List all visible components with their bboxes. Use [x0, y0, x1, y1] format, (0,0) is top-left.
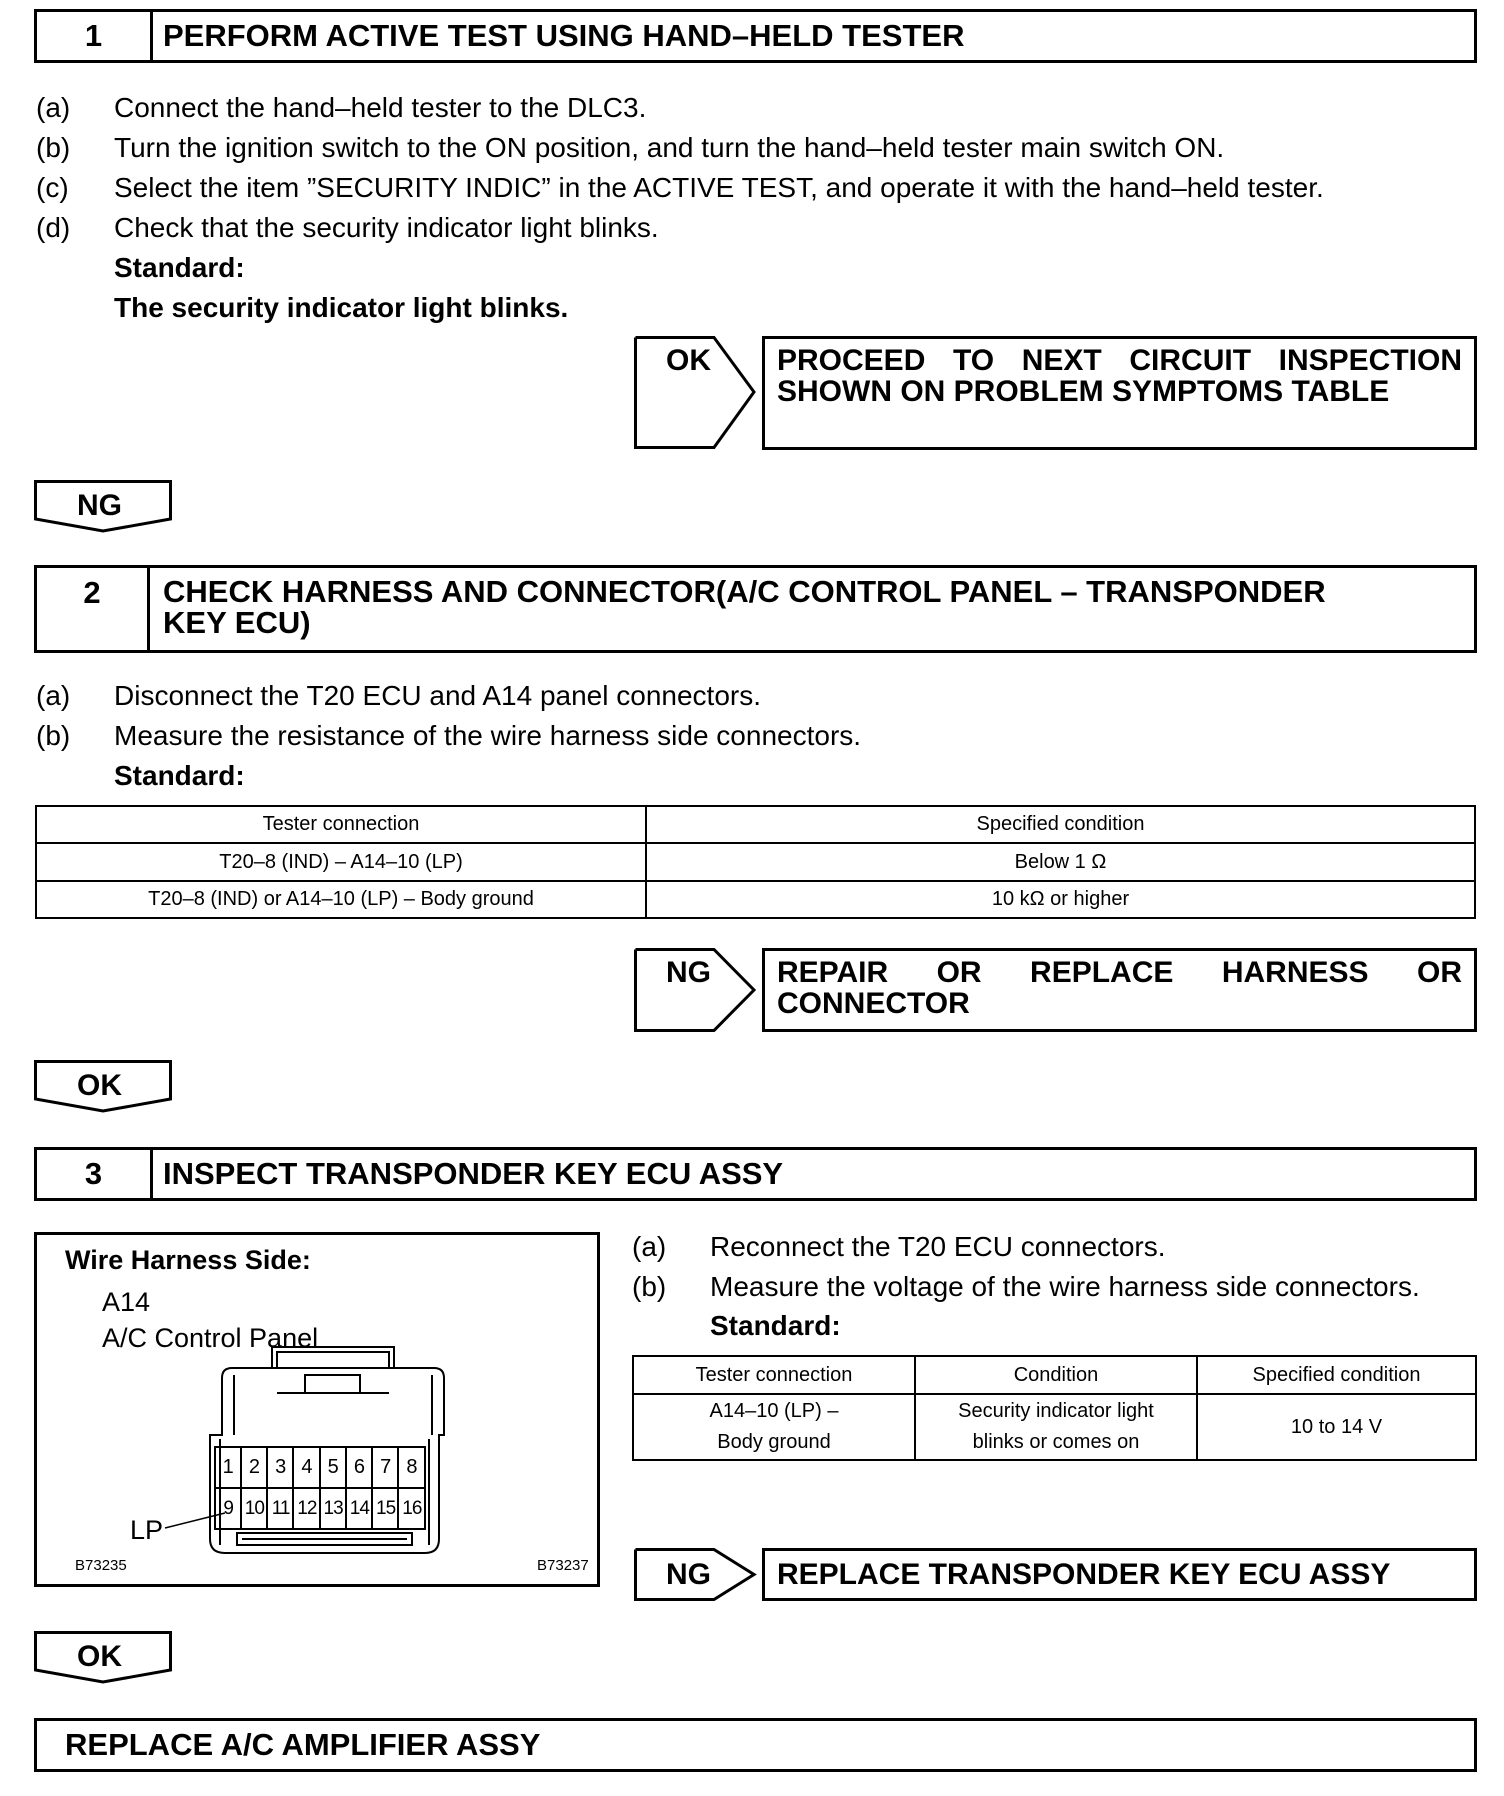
diagram-connector-name: A/C Control Panel — [102, 1323, 319, 1353]
step2-table-cell: T20–8 (IND) or A14–10 (LP) – Body ground — [36, 881, 646, 918]
pin-label: 2 — [248, 1456, 260, 1478]
step3-spec-table — [632, 1355, 1477, 1461]
pin-label: 3 — [275, 1456, 287, 1478]
step2-b-text: Measure the resistance of the wire harness side connectors. — [114, 720, 862, 751]
pin-label: 10 — [244, 1497, 264, 1519]
pin-label: 5 — [327, 1456, 339, 1478]
step3-table-header-specified: Specified condition — [1197, 1356, 1476, 1394]
pin-label: 13 — [323, 1497, 343, 1519]
step3-table-cell: 10 to 14 V — [1197, 1394, 1476, 1460]
step3-table-cell: Security indicator light blinks or comes on — [915, 1394, 1197, 1460]
step1-header — [34, 9, 1477, 63]
step2-number: 2 — [37, 568, 150, 650]
step3-a-label: (a) — [632, 1231, 667, 1262]
step1-flow-tag: NG — [77, 489, 122, 522]
step1-c-label: (c) — [36, 172, 69, 203]
step1-result-line1: PROCEED TO NEXT CIRCUIT INSPECTION — [777, 344, 1462, 377]
pin-label: 1 — [222, 1456, 234, 1478]
diagram-title: Wire Harness Side: — [65, 1245, 311, 1275]
step2-title-line2: KEY ECU) — [163, 605, 311, 640]
step3-result-text: REPLACE TRANSPONDER KEY ECU ASSY — [777, 1558, 1391, 1591]
pin-row-2 — [215, 1488, 425, 1529]
step2-result-tag: NG — [666, 956, 711, 989]
pin-label: 16 — [402, 1497, 422, 1519]
step3-b-text: Measure the voltage of the wire harness side connectors. — [710, 1271, 1420, 1302]
step1-result-tag: OK — [666, 344, 711, 377]
connector-diagram — [34, 1232, 600, 1587]
step3-a-text: Reconnect the T20 ECU connectors. — [710, 1231, 1166, 1262]
step2-result-line1: REPAIR OR REPLACE HARNESS OR — [777, 956, 1462, 989]
step1-standard-text: The security indicator light blinks. — [114, 292, 569, 323]
final-box — [34, 1718, 1477, 1772]
step2-table-header-connection: Tester connection — [36, 806, 646, 843]
pin-label: 11 — [271, 1497, 290, 1519]
diagram-code-right: B73237 — [537, 1557, 589, 1574]
pin-row-1 — [215, 1447, 425, 1488]
step2-a-text: Disconnect the T20 ECU and A14 panel connectors. — [114, 680, 761, 711]
step2-header — [34, 565, 1477, 653]
step2-a-label: (a) — [36, 680, 71, 711]
pin-label: 12 — [297, 1497, 317, 1519]
step1-d-label: (d) — [36, 212, 71, 243]
final-title: REPLACE A/C AMPLIFIER ASSY — [65, 1727, 541, 1762]
connector-drawing — [37, 1235, 597, 1584]
diagram-connector-id: A14 — [102, 1287, 151, 1317]
step2-title-line1: CHECK HARNESS AND CONNECTOR(A/C CONTROL PANEL – TRANSPONDER — [163, 574, 1326, 609]
step2-b-label: (b) — [36, 720, 71, 751]
step3-header — [34, 1147, 1477, 1201]
step2-table-cell: 10 kΩ or higher — [646, 881, 1475, 918]
step1-result-line2: SHOWN ON PROBLEM SYMPTOMS TABLE — [777, 375, 1390, 408]
step1-number: 1 — [37, 12, 153, 60]
step2-flow-tag: OK — [77, 1069, 122, 1102]
pin-label: 9 — [223, 1497, 233, 1519]
step3-flow-tag: OK — [77, 1640, 122, 1673]
step1-b-label: (b) — [36, 132, 71, 163]
step3-table-header-connection: Tester connection — [633, 1356, 915, 1394]
step1-c-text: Select the item ”SECURITY INDIC” in the ACTIVE TEST, and operate it with the hand–held tester. — [114, 172, 1324, 203]
step2-standard-label: Standard: — [114, 760, 245, 791]
pin-label: 7 — [380, 1456, 392, 1478]
step3-standard-label: Standard: — [710, 1310, 841, 1341]
pin-label: 4 — [301, 1456, 313, 1478]
step3-table-header-condition: Condition — [915, 1356, 1197, 1394]
step3-b-label: (b) — [632, 1271, 667, 1302]
step3-title: INSPECT TRANSPONDER KEY ECU ASSY — [163, 1156, 784, 1191]
pin-label: 14 — [349, 1497, 369, 1519]
step2-table-cell: Below 1 Ω — [646, 843, 1475, 881]
step2-table-cell: T20–8 (IND) – A14–10 (LP) — [36, 843, 646, 881]
step1-b-text: Turn the ignition switch to the ON position, and turn the hand–held tester main switch ON. — [114, 132, 1225, 163]
step3-table-cell: A14–10 (LP) – Body ground — [633, 1394, 915, 1460]
step1-standard-label: Standard: — [114, 252, 245, 283]
pin-label: 8 — [406, 1456, 418, 1478]
step1-title: PERFORM ACTIVE TEST USING HAND–HELD TESTER — [163, 18, 965, 53]
step1-d-text: Check that the security indicator light blinks. — [114, 212, 659, 243]
step3-number: 3 — [37, 1150, 153, 1198]
step1-a-text: Connect the hand–held tester to the DLC3. — [114, 92, 647, 123]
step3-result-tag: NG — [666, 1558, 711, 1591]
pin-label: 15 — [376, 1497, 396, 1519]
diagram-code-left: B73235 — [75, 1557, 127, 1574]
step1-a-label: (a) — [36, 92, 71, 123]
pin-label: 6 — [353, 1456, 365, 1478]
lp-pointer-label: LP — [130, 1515, 164, 1545]
step2-spec-table — [35, 805, 1476, 919]
step2-result-line2: CONNECTOR — [777, 987, 970, 1020]
step2-table-header-condition: Specified condition — [646, 806, 1475, 843]
